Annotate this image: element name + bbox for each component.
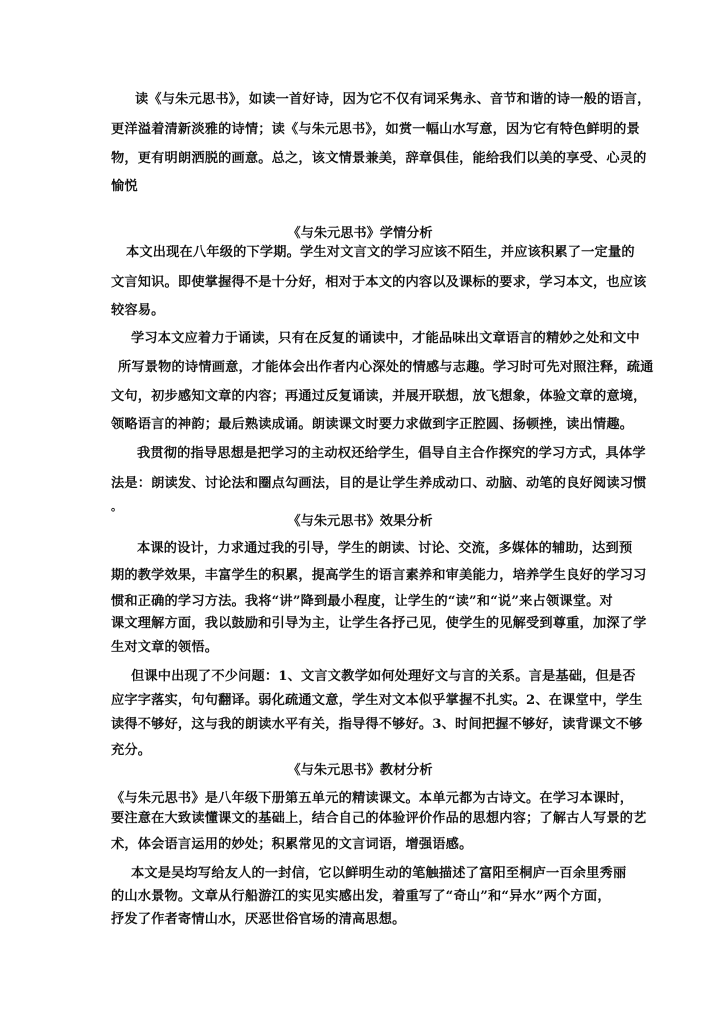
learning-line-10: 。 bbox=[111, 500, 122, 513]
effect-line-3: 惯和正确的学习方法。我将“讲”降到最小程度，让学生的“读”和“说”来占领课堂。对 bbox=[111, 594, 613, 609]
learning-line-2: 文言知识。即使掌握得不是十分好，相对于本文的内容以及课标的要求，学习本文，也应该 bbox=[111, 275, 647, 290]
intro-line-2: 更洋溢着清新淡雅的诗情；读《与朱元思书》，如赏一幅山水写意，因为它有特色鲜明的景 bbox=[111, 122, 640, 137]
effect-line-4: 课文理解方面，我以鼓励和引导为主，让学生各抒己见，使学生的见解受到尊重，加深了学 bbox=[111, 616, 647, 631]
learning-line-8: 我贯彻的指导思想是把学习的主动权还给学生，倡导自主合作探究的学习方式，具体学 bbox=[137, 446, 646, 461]
learning-line-5: 所写景物的诗情画意，才能体会出作者内心深处的情感与志趣。学习时可先对照注释，疏通 bbox=[118, 360, 654, 375]
effect-line-8: 读得不够好，这与我的朗读水平有关，指导得不够好。3、时间把握不够好，读背课文不够 bbox=[111, 717, 643, 732]
effect-line-1: 本课的设计，力求通过我的引导，学生的朗读、讨论、交流，多媒体的辅助，达到预 bbox=[137, 541, 633, 556]
textbook-line-4: 本文是吴均写给友人的一封信，它以鲜明生动的笔触描述了富阳至桐庐一百余里秀丽 bbox=[131, 866, 627, 881]
learning-line-6: 文句，初步感知文章的内容；再通过反复诵读，并展开联想，放飞想象，体验文章的意境， bbox=[111, 389, 647, 404]
intro-line-1: 读《与朱元思书》，如读一首好诗，因为它不仅有词采隽永、音节和谐的诗一般的语言， bbox=[135, 92, 651, 107]
textbook-line-2: 要注意在大致读懂课文的基础上，结合自己的体验评价作品的思想内容；了解古人写景的艺 bbox=[111, 811, 647, 826]
intro-line-3: 物，更有明朗洒脱的画意。总之，该文情景兼美，辞章俱佳，能给我们以美的享受、心灵的 bbox=[111, 151, 647, 166]
learning-line-3: 较容易。 bbox=[111, 303, 165, 318]
learning-line-1: 本文出现在八年级的下学期。学生对文言文的学习应该不陌生，并应该积累了一定量的 bbox=[126, 245, 635, 260]
textbook-line-5: 的山水景物。文章从行船游江的实见实感出发，着重写了“奇山”和“异水”两个方面， bbox=[111, 889, 611, 904]
learning-line-7: 领略语言的神韵；最后熟读成诵。朗读课文时要力求做到字正腔圆、扬顿挫，读出情趣。 bbox=[111, 417, 634, 432]
learning-line-4: 学习本文应着力于诵读，只有在反复的诵读中，才能品味出文章语言的精妙之处和文中 bbox=[131, 331, 640, 346]
effect-line-5: 生对文章的领悟。 bbox=[111, 640, 219, 655]
effect-line-9: 充分。 bbox=[111, 743, 152, 758]
intro-line-4: 愉悦 bbox=[111, 179, 138, 194]
effect-line-6: 但课中出现了不少问题：1、文言文教学如何处理好文与言的关系。言是基础，但是否 bbox=[131, 669, 636, 684]
learning-line-9: 法是：朗读发、讨论法和圈点勾画法，目的是让学生养成动口、动脑、动笔的良好阅读习惯 bbox=[111, 476, 647, 491]
effect-line-2: 期的教学效果，丰富学生的积累，提高学生的语言素养和审美能力，培养学生良好的学习习 bbox=[111, 568, 647, 583]
section-title-learning: 《与朱元思书》学情分析 bbox=[287, 226, 433, 241]
textbook-line-1: 《与朱元思书》是八年级下册第五单元的精读课文。本单元都为古诗文。在学习本课时， bbox=[111, 791, 634, 806]
effect-line-7: 应字字落实，句句翻译。弱化疏通文意，学生对文本似乎掌握不扎实。2、在课堂中，学生 bbox=[111, 693, 643, 708]
section-title-effect: 《与朱元思书》效果分析 bbox=[287, 514, 433, 529]
section-title-textbook: 《与朱元思书》教材分析 bbox=[287, 763, 433, 778]
textbook-line-3: 术，体会语言运用的妙处；积累常见的文言词语，增强语感。 bbox=[111, 837, 473, 852]
textbook-line-6: 抒发了作者寄情山水，厌恶世俗官场的清高思想。 bbox=[111, 912, 406, 927]
